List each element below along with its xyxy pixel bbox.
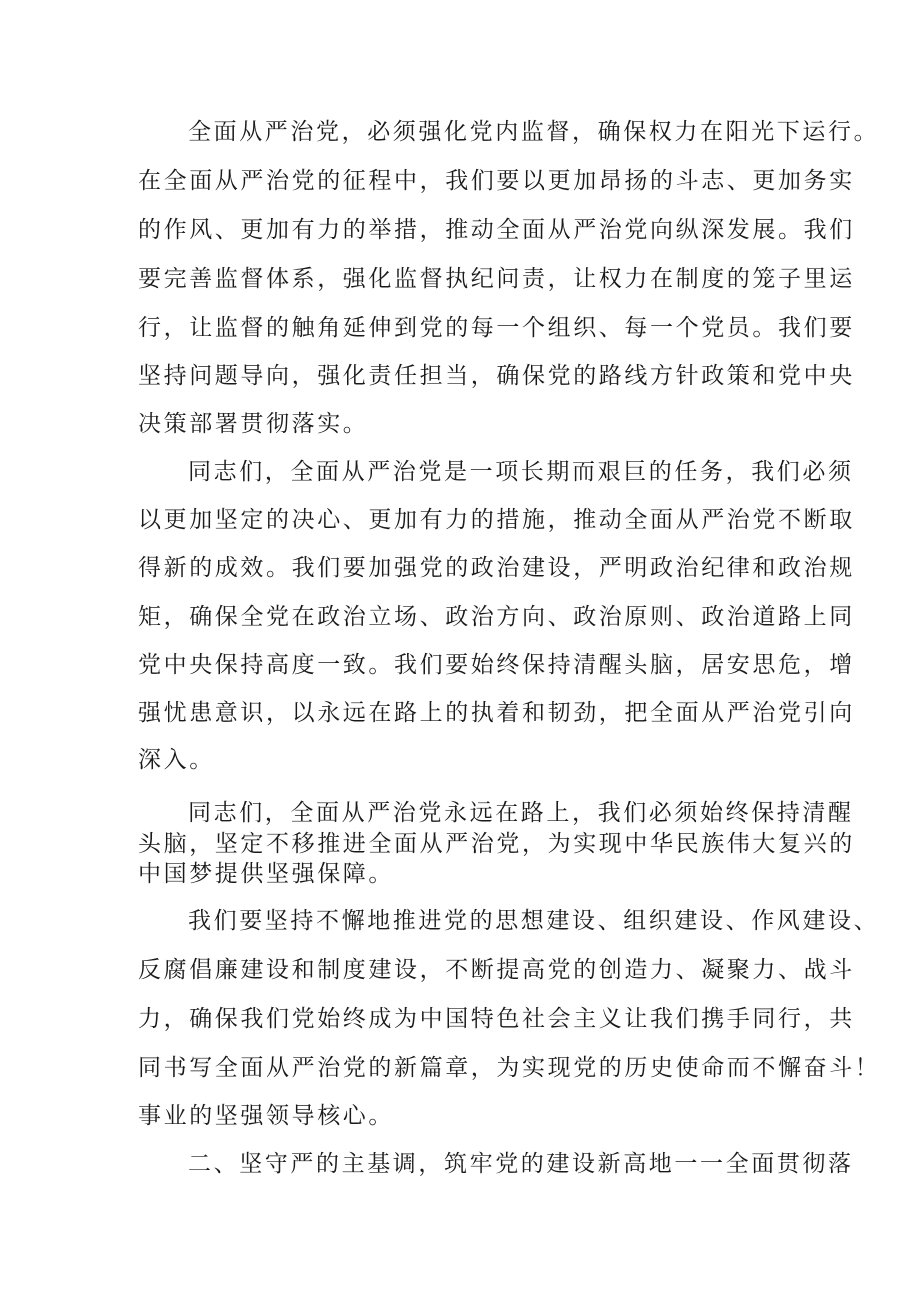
paragraph-1-line-5: 行，让监督的触角延伸到党的每一个组织、每一个党员。我们要 (138, 315, 855, 341)
paragraph-3-line-2: 头脑，坚定不移推进全面从严治党，为实现中华民族伟大复兴的 (138, 831, 855, 857)
section-heading-line-1: 二、坚守严的主基调，筑牢党的建设新高地一一全面贯彻落 (188, 1151, 854, 1177)
paragraph-2-line-1: 同志们，全面从严治党是一项长期而艰巨的任务，我们必须 (188, 459, 854, 485)
paragraph-2-line-2: 以更加坚定的决心、更加有力的措施，推动全面从严治党不断取 (138, 507, 855, 533)
paragraph-2-line-7: 深入。 (138, 747, 215, 773)
paragraph-2-line-5: 党中央保持高度一致。我们要始终保持清醒头脑，居安思危，增 (138, 652, 855, 678)
paragraph-3-line-3: 中国梦提供坚强保障。 (138, 861, 394, 887)
paragraph-1-line-4: 要完善监督体系，强化监督执纪问责，让权力在制度的笼子里运 (138, 266, 855, 292)
paragraph-2-line-4: 矩，确保全党在政治立场、政治方向、政治原则、政治道路上同 (138, 604, 855, 630)
paragraph-1-line-6: 坚持问题导向，强化责任担当，确保党的路线方针政策和党中央 (138, 363, 855, 389)
paragraph-2-line-6: 强忧患意识，以永远在路上的执着和韧劲，把全面从严治党引向 (138, 700, 855, 726)
paragraph-4-line-2: 反腐倡廉建设和制度建设，不断提高党的创造力、凝聚力、战斗 (138, 957, 855, 983)
paragraph-1-line-2: 在全面从严治党的征程中，我们要以更加昂扬的斗志、更加务实 (138, 168, 855, 194)
paragraph-4-line-4: 同书写全面从严治党的新篇章，为实现党的历史使命而不懈奋斗！ (138, 1055, 881, 1081)
paragraph-4-line-1: 我们要坚持不懈地推进党的思想建设、组织建设、作风建设、 (188, 908, 880, 934)
paragraph-1-line-7: 决策部署贯彻落实。 (138, 411, 369, 437)
paragraph-4-line-5: 事业的坚强领导核心。 (138, 1103, 394, 1129)
paragraph-1-line-3: 的作风、更加有力的举措，推动全面从严治党向纵深发展。我们 (138, 217, 855, 243)
paragraph-1-line-1: 全面从严治党，必须强化党内监督，确保权力在阳光下运行。 (188, 119, 880, 145)
paragraph-3-line-1: 同志们，全面从严治党永远在路上，我们必须始终保持清醒 (188, 800, 854, 826)
paragraph-2-line-3: 得新的成效。我们要加强党的政治建设，严明政治纪律和政治规 (138, 555, 855, 581)
paragraph-4-line-3: 力，确保我们党始终成为中国特色社会主义让我们携手同行，共 (138, 1006, 855, 1032)
